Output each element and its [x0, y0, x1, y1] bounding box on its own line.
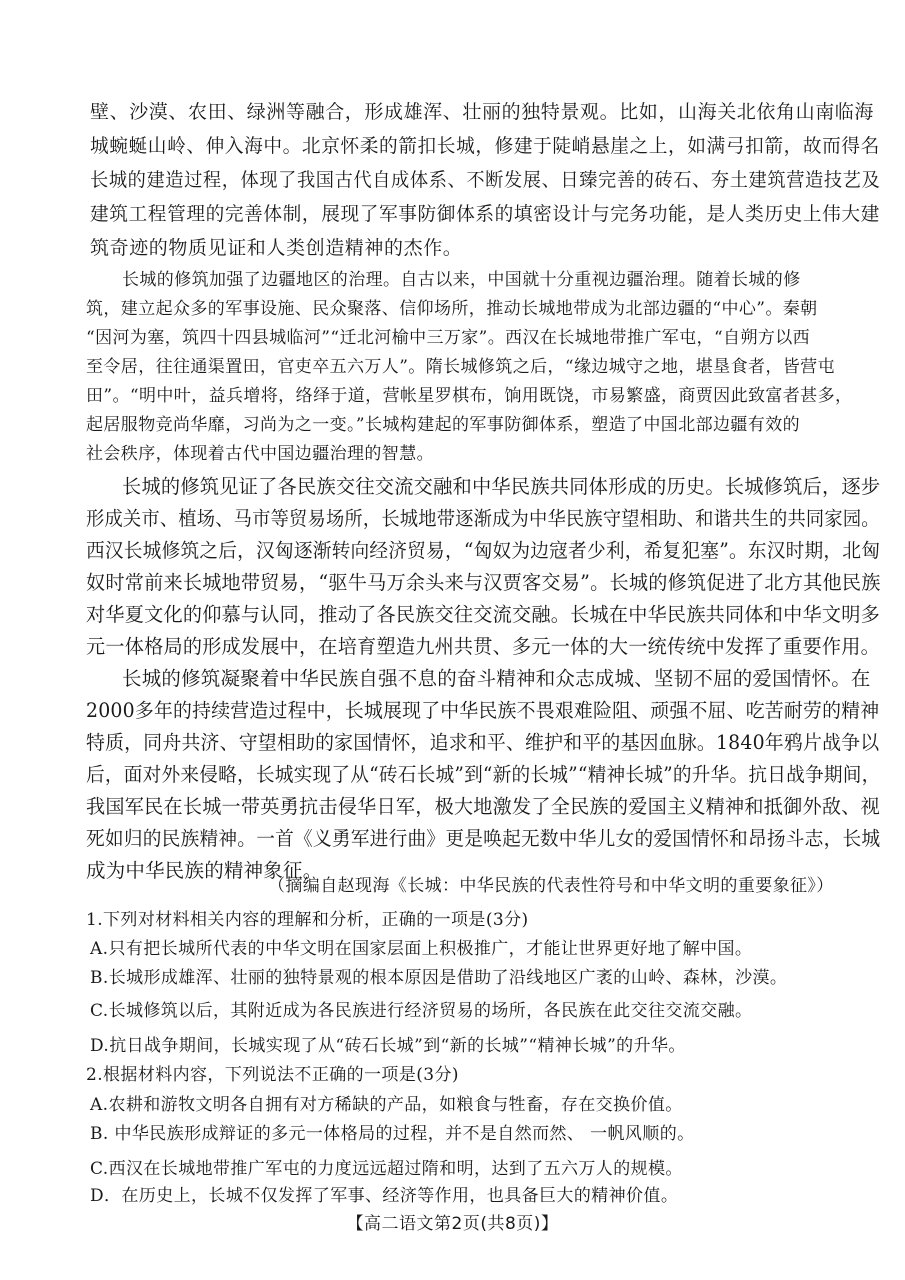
paragraph-line: 长城的修筑见证了各民族交往交流交融和中华民族共同体形成的历史。长城修筑后，逐步	[122, 475, 881, 498]
paragraph-line: 对华夏文化的仰慕与认同，推动了各民族交往交流交融。长城在中华民族共同体和中华文明多	[86, 603, 880, 626]
paragraph-line: 筑奇迹的物质见证和人类创造精神的杰作。	[90, 237, 463, 259]
option-d: D.抗日战争期间，长城实现了从“砖石长城”到“新的长城”“精神长城”的升华。	[90, 1036, 686, 1056]
option-b: B.长城形成雄浑、壮丽的独特景观的根本原因是借助了沿线地区广袤的山岭、森林，沙漠。	[90, 968, 788, 988]
paragraph-line: “因河为塞，筑四十四县城临河”“迁北河榆中三万家”。西汉在长城地带推广军屯，“自朔方以西	[86, 328, 811, 348]
paragraph-line: 社会秩序，体现着古代中国边疆治理的智慧。	[86, 444, 434, 464]
paragraph-line: 死如归的民族精神。一首《义勇军进行曲》更是唤起无数中华儿女的爱国情怀和昂扬斗志，长城	[86, 827, 881, 850]
paragraph-line: 形成关市、植场、马市等贸易场所，长城地带逐渐成为中华民族守望相助、和谐共生的共同家园。	[86, 507, 880, 530]
option-c: C.西汉在长城地带推广军屯的力度远远超过隋和明，达到了五六万人的规模。	[90, 1159, 683, 1179]
paragraph-line: 长城的建造过程，体现了我国古代自成体系、不断发展、日臻完善的砖石、夯土建筑营造技艺及	[90, 169, 881, 191]
paragraph-line: 筑，建立起众多的军事设施、民众聚落、信仰场所，推动长城地带成为北部边疆的“中心”。秦朝	[86, 299, 818, 319]
paragraph-line: 2000多年的持续营造过程中，长城展现了中华民族不畏艰难险阻、顽强不屈、吃苦耐劳的精神	[86, 699, 880, 722]
option-a: A.只有把长城所代表的中华文明在国家层面上积极推广，才能让世界更好地了解中国。	[90, 939, 753, 959]
paragraph-line: 元一体格局的形成发展中，在培育塑造九州共贯、多元一体的大一统传统中发挥了重要作用。	[86, 635, 880, 658]
source-citation: （摘编自赵现海《长城：中华民族的代表性符号和中华文明的重要象征》）	[268, 876, 834, 896]
paragraph-line: 成为中华民族的精神象征。	[86, 859, 323, 882]
paragraph-line: 我国军民在长城一带英勇抗击侵华日军，极大地激发了全民族的爱国主义精神和抵御外敌、视	[86, 795, 880, 818]
option-d: D．在历史上，长城不仅发挥了军事、经济等作用，也具备巨大的精神价值。	[90, 1186, 679, 1206]
paragraph-line: 后，面对外来侵略，长城实现了从“砖石长城”到“新的长城”“精神长城”的升华。抗日战争期间，	[86, 763, 881, 786]
question-stem: 1.下列对材料相关内容的理解和分析，正确的一项是(3分)	[86, 910, 529, 930]
option-a: A.农耕和游牧文明各自拥有对方稀缺的产品，如粮食与牲畜，存在交换价值。	[90, 1095, 683, 1115]
question-stem: 2.根据材料内容，下列说法不正确的一项是(3分)	[86, 1065, 459, 1085]
page-footer: 【高二语文第2页(共8页)】	[346, 1214, 559, 1234]
option-b: B. 中华民族形成辩证的多元一体格局的过程，并不是自然而然、 一帆风顺的。	[90, 1124, 695, 1144]
option-c: C.长城修筑以后，其附近成为各民族进行经济贸易的场所，各民族在此交往交流交融。	[90, 1001, 753, 1021]
paragraph-line: 长城的修筑凝聚着中华民族自强不息的奋斗精神和众志成城、坚韧不屈的爱国情怀。在	[122, 667, 871, 690]
paragraph-line: 奴时常前来长城地带贸易，“驱牛马万余头来与汉贾客交易”。长城的修筑促进了北方其他民族	[86, 571, 881, 594]
paragraph-line: 至令居，往往通渠置田，官吏卒五六万人”。隋长城修筑之后，“缘边城守之地，堪垦食者，皆营屯	[86, 357, 835, 377]
paragraph-line: 田”。“明中叶，益兵增将，络绎于道，营帐星罗棋布，饷用既饶，市易繁盛，商贾因此致富者甚多，	[86, 386, 853, 406]
paragraph-line: 城蜿蜒山岭、伸入海中。北京怀柔的箭扣长城，修建于陡峭悬崖之上，如满弓扣箭，故而得名	[90, 135, 880, 157]
paragraph-line: 特质，同舟共济、守望相助的家国情怀，追求和平、维护和平的基因血脉。1840年鸦片战争以	[86, 731, 880, 754]
paragraph-line: 起居服物竞尚华靡，习尚为之一变。”长城构建起的军事防御体系，塑造了中国北部边疆有效的	[86, 415, 800, 435]
paragraph-line: 长城的修筑加强了边疆地区的治理。自古以来，中国就十分重视边疆治理。随着长城的修	[122, 270, 801, 290]
paragraph-line: 西汉长城修筑之后，汉匈逐渐转向经济贸易，“匈奴为边寇者少利，希复犯塞”。东汉时期，北匈	[86, 539, 881, 562]
paragraph-line: 建筑工程管理的完善体制，展现了军事防御体系的填密设计与完务功能，是人类历史上伟大建	[90, 203, 880, 225]
paragraph-line: 壁、沙漠、农田、绿洲等融合，形成雄浑、壮丽的独特景观。比如，山海关北依角山南临海	[90, 101, 875, 123]
